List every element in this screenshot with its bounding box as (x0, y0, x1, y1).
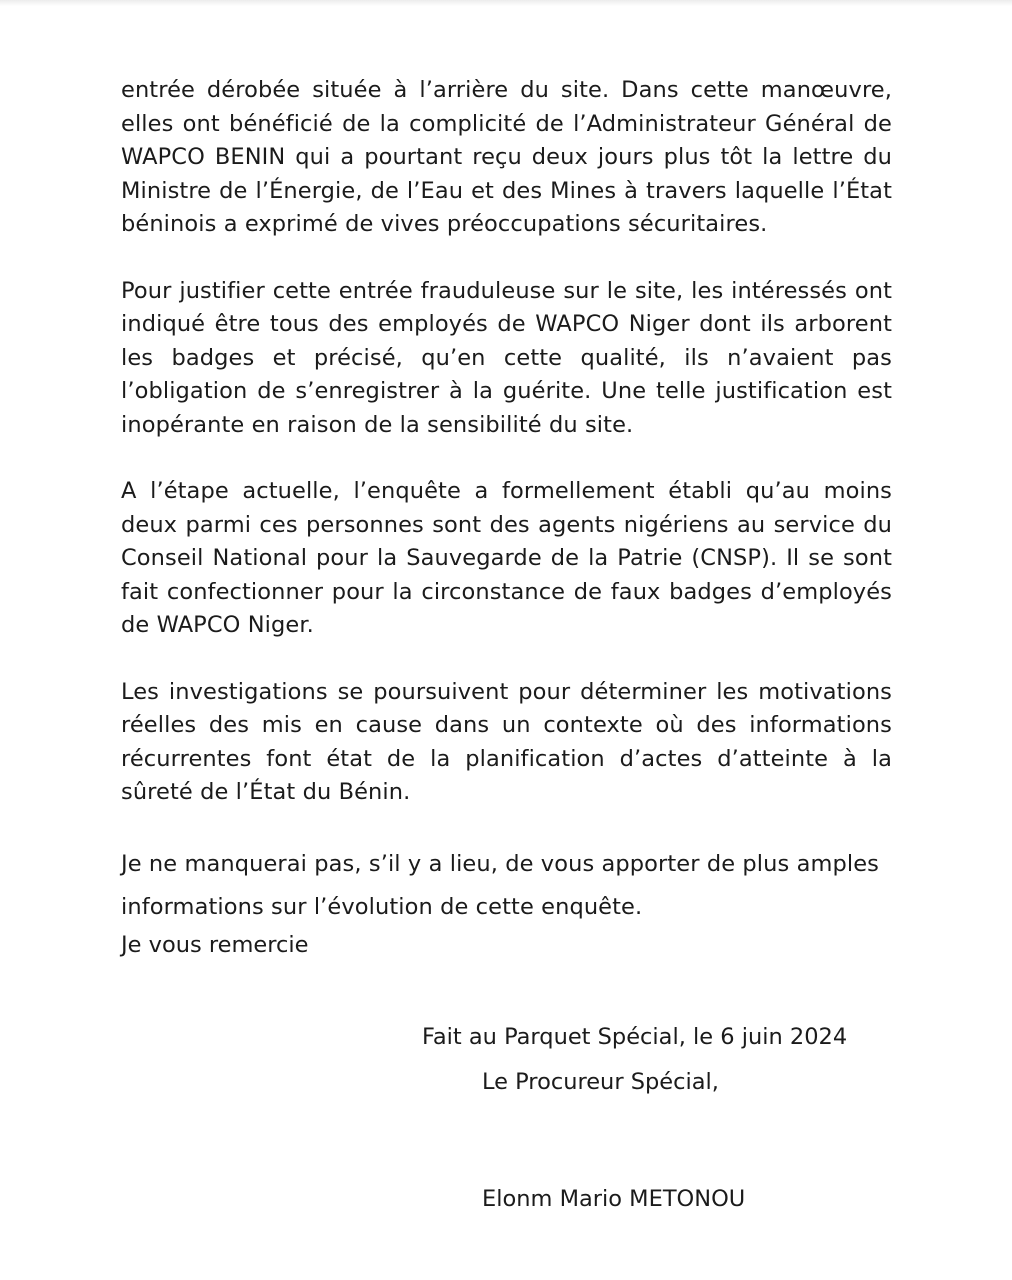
paragraph-investigation-findings: A l’étape actuelle, l’enquête a formellement établi qu’au moins deux parmi ces personnes sont des agents nigériens au service du Conseil National pour la Sauvegarde de la Patrie (CNSP). Il se sont fait confectionner pour la circonstance de faux badges d’employés de WAPCO Niger. (121, 478, 892, 638)
paragraph-intrusion: entrée dérobée située à l’arrière du site. Dans cette manœuvre, elles ont bénéficié de la complicité de l’Administrateur Général de WAPCO BENIN qui a pourtant reçu deux jours plus tôt la lettre du Ministre de l’Énergie, de l’Eau et des Mines à travers laquelle l’État béninois a exprimé de vives préoccupations sécuritaires. (121, 77, 892, 237)
paragraph-justification: Pour justifier cette entrée frauduleuse sur le site, les intéressés ont indiqué être tous des employés de WAPCO Niger dont ils arborent les badges et précisé, qu’en cette qualité, ils n’avaient pas l’obligation de s’enregistrer à la guérite. Une telle justification est inopérante en raison de la sensibilité du site. (121, 277, 892, 438)
signature-role: Le Procureur Spécial, (482, 1069, 719, 1095)
paragraph-ongoing-investigation: Les investigations se poursuivent pour déterminer les motivations réelles des mis en cause dans un contexte où des informations récurrentes font état de la planification d’actes d’atteinte à la sûreté de l’État du Bénin. (121, 678, 892, 805)
page-top-edge (0, 0, 1012, 6)
letter-body (121, 74, 892, 962)
closing-thanks: Je vous remercie (121, 931, 309, 958)
signature-place-date: Fait au Parquet Spécial, le 6 juin 2024 (422, 1024, 848, 1050)
paragraph-further-information: Je ne manquerai pas, s’il y a lieu, de vous apporter de plus amples informations sur l’évolution de cette enquête. (121, 850, 879, 920)
signatory-name: Elonm Mario METONOU (482, 1186, 746, 1212)
